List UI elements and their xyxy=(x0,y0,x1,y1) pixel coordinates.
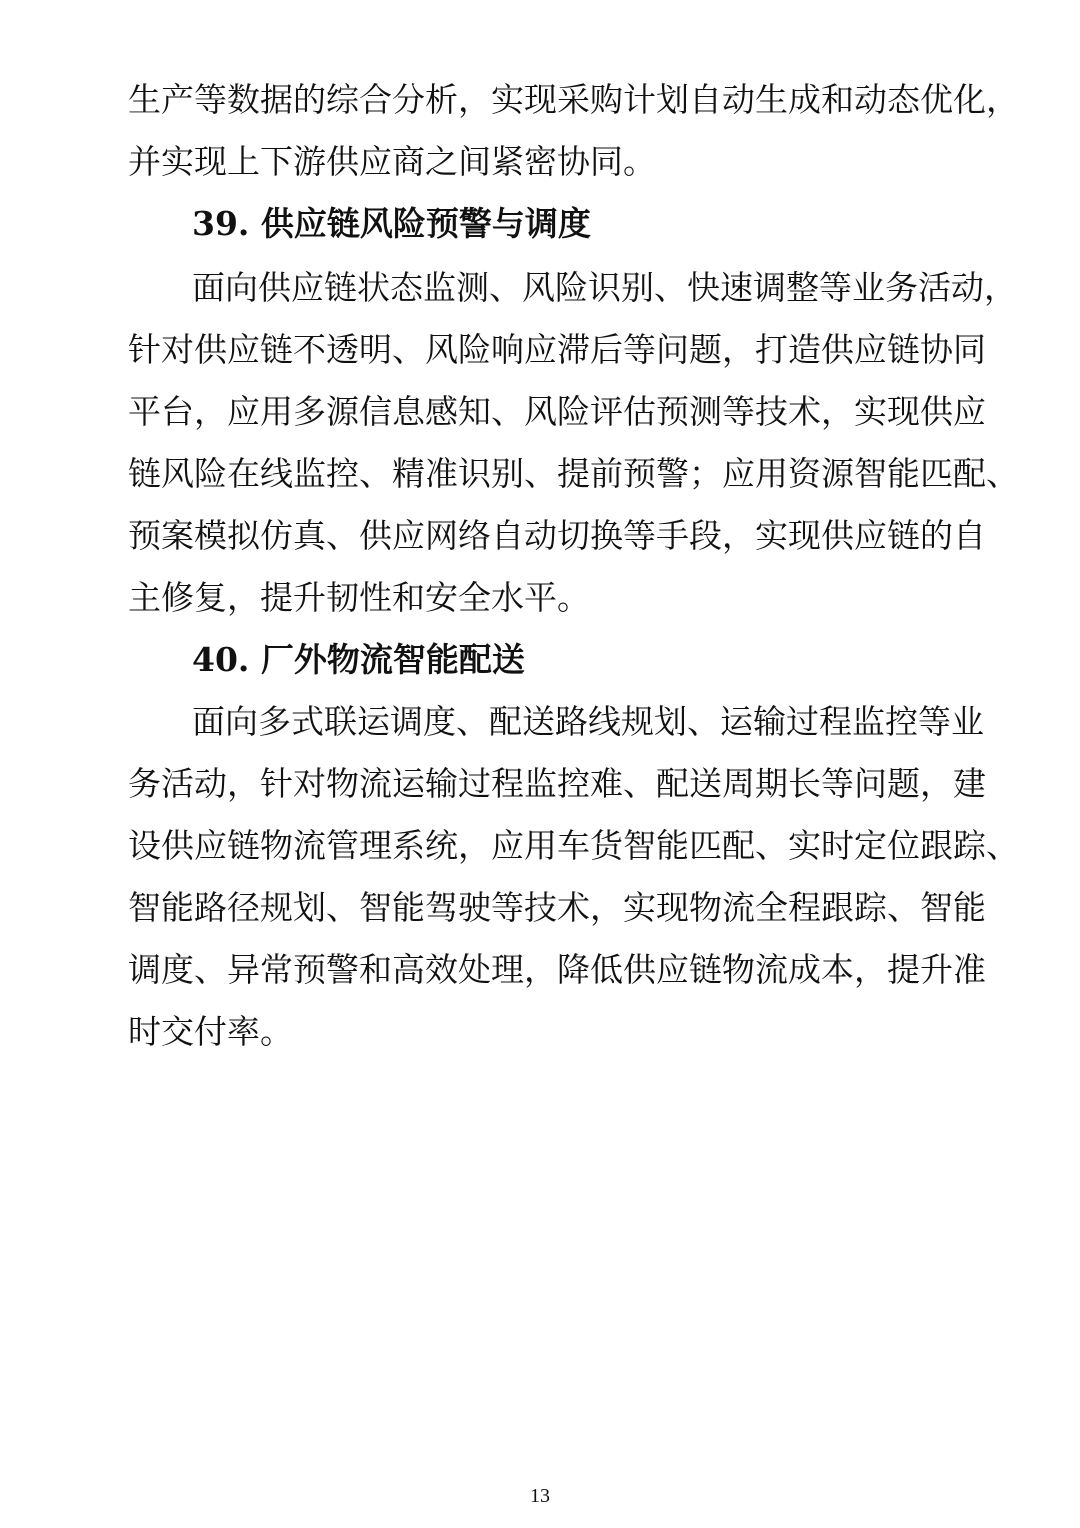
intro-line-2: 并实现上下游供应商之间紧密协同。 xyxy=(128,142,656,181)
section-40-line-6: 时交付率。 xyxy=(128,1012,293,1051)
section-39-heading: 39. 供应链风险预警与调度 xyxy=(192,204,591,243)
section-39-line-1: 面向供应链状态监测、风险识别、快速调整等业务活动， xyxy=(192,268,1017,307)
section-40-heading: 40. 厂外物流智能配送 xyxy=(192,640,525,679)
section-40-line-1: 面向多式联运调度、配送路线规划、运输过程监控等业 xyxy=(192,702,984,741)
section-40-line-3: 设供应链物流管理系统，应用车货智能匹配、实时定位跟踪、 xyxy=(128,826,1019,865)
page-number: 13 xyxy=(530,1485,550,1507)
section-39-line-3: 平台，应用多源信息感知、风险评估预测等技术，实现供应 xyxy=(128,392,986,431)
section-40-line-4: 智能路径规划、智能驾驶等技术，实现物流全程跟踪、智能 xyxy=(128,888,986,927)
intro-line-1: 生产等数据的综合分析，实现采购计划自动生成和动态优化， xyxy=(128,80,1019,119)
section-39-line-6: 主修复，提升韧性和安全水平。 xyxy=(128,578,590,617)
section-39-line-5: 预案模拟仿真、供应网络自动切换等手段，实现供应链的自 xyxy=(128,516,986,555)
section-40-line-2: 务活动，针对物流运输过程监控难、配送周期长等问题，建 xyxy=(128,764,986,803)
section-39-line-2: 针对供应链不透明、风险响应滞后等问题，打造供应链协同 xyxy=(128,330,986,369)
section-39-line-4: 链风险在线监控、精准识别、提前预警；应用资源智能匹配、 xyxy=(128,454,1019,493)
section-40-line-5: 调度、异常预警和高效处理，降低供应链物流成本，提升准 xyxy=(128,950,986,989)
